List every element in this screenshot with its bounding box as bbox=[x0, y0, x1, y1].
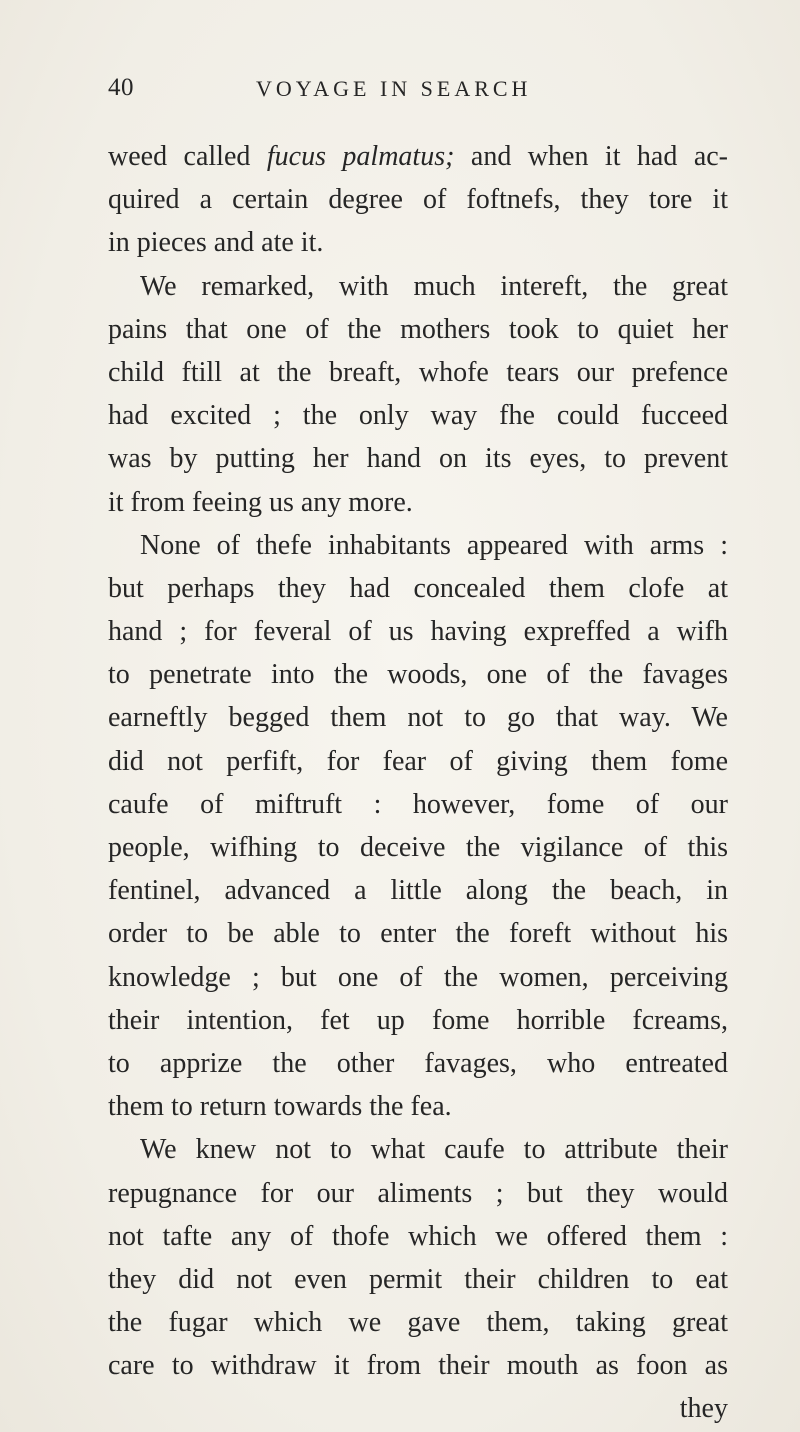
text-line: had excited ; the only way fhe could fucceed bbox=[108, 400, 728, 432]
text-line: but perhaps they had concealed them clofe at bbox=[108, 572, 728, 604]
page-number: 40 bbox=[108, 74, 134, 101]
text-line: was by putting her hand on its eyes, to prevent bbox=[108, 443, 728, 475]
text-line: the fugar which we gave them, taking great bbox=[108, 1307, 728, 1339]
text-segment: and when it had ac- bbox=[454, 141, 729, 172]
text-line: order to be able to enter the foreft without his bbox=[108, 918, 728, 950]
paragraph-start-line: We remarked, with much intereft, the great bbox=[140, 270, 728, 302]
italic-term: fucus palmatus; bbox=[266, 141, 455, 172]
text-line: knowledge ; but one of the women, perceiving bbox=[108, 961, 728, 993]
text-line: to penetrate into the woods, one of the favages bbox=[108, 659, 728, 691]
text-line: they did not even permit their children to eat bbox=[108, 1263, 728, 1295]
text-line: child ftill at the breaft, whofe tears our prefence bbox=[108, 356, 728, 388]
paragraph-start-line: None of thefe inhabitants appeared with arms : bbox=[140, 529, 728, 561]
text-line: did not perfift, for fear of giving them fome bbox=[108, 745, 728, 777]
text-line: repugnance for our aliments ; but they would bbox=[108, 1177, 728, 1209]
catchword: they bbox=[679, 1393, 728, 1425]
text-line: their intention, fet up fome horrible fcreams, bbox=[108, 1004, 728, 1036]
text-line: it from feeing us any more. bbox=[108, 486, 413, 518]
text-line: caufe of miftruft : however, fome of our bbox=[108, 788, 728, 820]
text-line: in pieces and ate it. bbox=[108, 227, 324, 259]
text-line: people, wifhing to deceive the vigilance of this bbox=[108, 832, 728, 863]
paragraph-start-line: We knew not to what caufe to attribute their bbox=[140, 1134, 728, 1166]
text-line: earneftly begged them not to go that way. We bbox=[108, 702, 728, 734]
text-line: fentinel, advanced a little along the beach, in bbox=[108, 875, 728, 907]
running-head: VOYAGE IN SEARCH bbox=[256, 76, 532, 101]
text-line: hand ; for feveral of us having expreffed a wifh bbox=[108, 616, 728, 648]
text-line: to apprize the other favages, who entreated bbox=[108, 1047, 728, 1079]
body-text bbox=[108, 135, 728, 1431]
text-segment: weed called bbox=[108, 141, 267, 172]
text-line bbox=[108, 135, 728, 178]
page-header bbox=[108, 74, 728, 108]
text-line: pains that one of the mothers took to quiet her bbox=[108, 313, 728, 345]
text-line: not tafte any of thofe which we offered them : bbox=[108, 1220, 728, 1252]
text-line: quired a certain degree of foftnefs, they tore it bbox=[108, 184, 728, 216]
text-line: them to return towards the fea. bbox=[108, 1091, 452, 1123]
text-line: care to withdraw it from their mouth as foon as bbox=[108, 1350, 728, 1382]
